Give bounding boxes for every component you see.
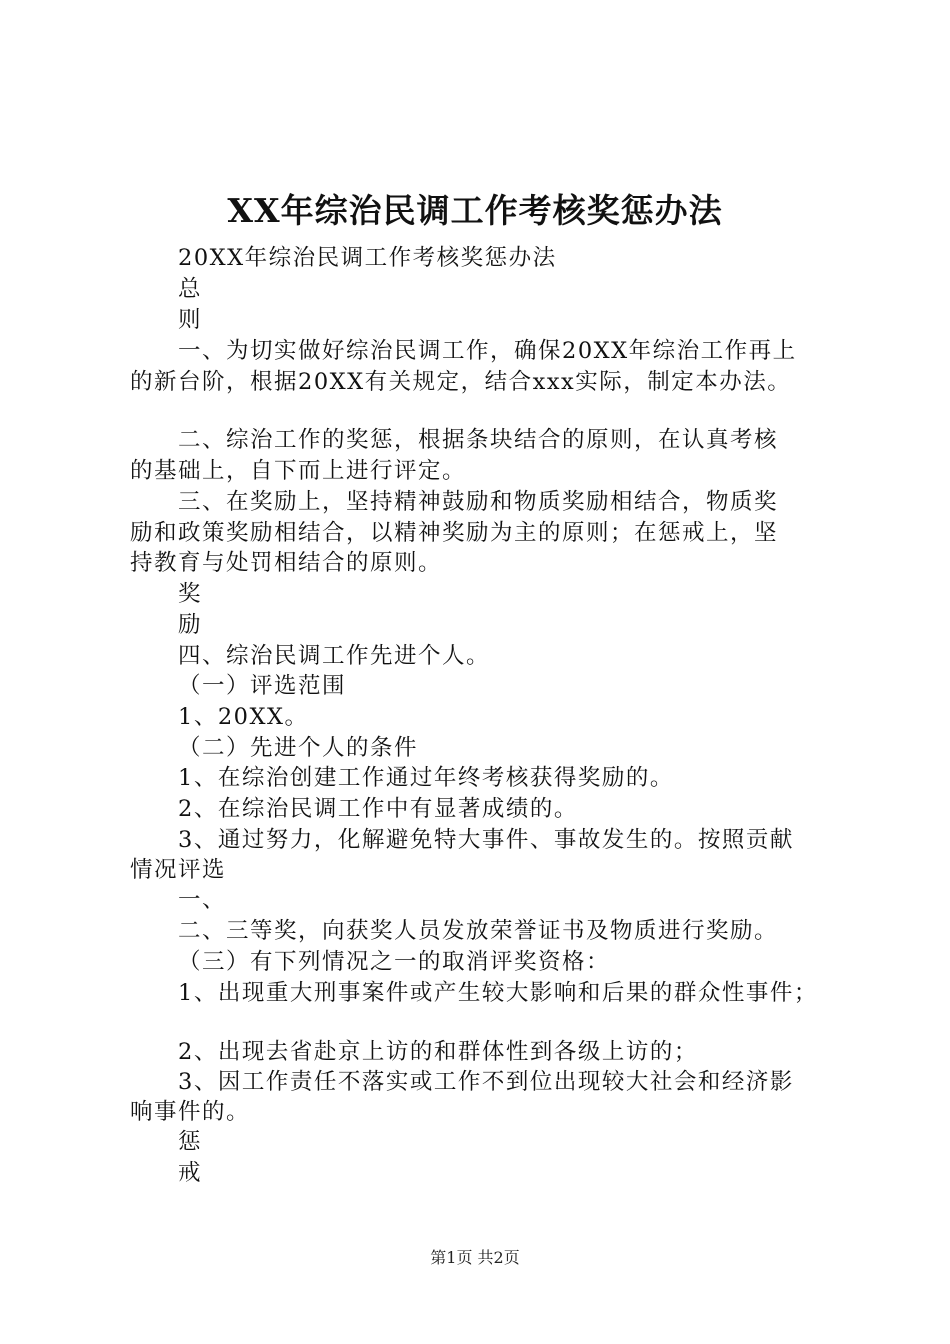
paragraph-line: 一、 xyxy=(178,887,227,913)
paragraph-line: （二）先进个人的条件 xyxy=(178,735,419,761)
paragraph-line: 励和政策奖励相结合，以精神奖励为主的原则；在惩戒上，坚 xyxy=(130,520,779,546)
paragraph-line: （三）有下列情况之一的取消评奖资格： xyxy=(178,949,611,975)
paragraph-line: 1、20XX。 xyxy=(178,704,309,730)
paragraph-line: 情况评选 xyxy=(130,857,227,883)
section-heading-char: 则 xyxy=(178,307,203,333)
paragraph-line: 2、在综治民调工作中有显著成绩的。 xyxy=(178,796,578,822)
paragraph-line: 2、出现去省赴京上访的和群体性到各级上访的； xyxy=(178,1039,698,1065)
section-heading-char: 励 xyxy=(178,612,203,638)
paragraph-line: 3、通过努力，化解避免特大事件、事故发生的。按照贡献 xyxy=(178,827,794,853)
section-heading-char: 奖 xyxy=(178,581,203,607)
paragraph-line: 3、因工作责任不落实或工作不到位出现较大社会和经济影 xyxy=(178,1069,794,1095)
paragraph-line: 的新台阶，根据20XX有关规定，结合xxx实际，制定本办法。 xyxy=(130,369,792,395)
page-number-footer: 第1页 共2页 xyxy=(430,1248,520,1267)
paragraph-line: 的基础上，自下而上进行评定。 xyxy=(130,458,467,484)
paragraph-line: 响事件的。 xyxy=(130,1099,251,1125)
document-title: XX年综治民调工作考核奖惩办法 xyxy=(227,191,723,230)
paragraph-line: 二、三等奖，向获奖人员发放荣誉证书及物质进行奖励。 xyxy=(178,918,779,944)
section-heading-char: 惩 xyxy=(178,1129,203,1155)
paragraph-line: 持教育与处罚相结合的原则。 xyxy=(130,550,443,576)
paragraph-line: （一）评选范围 xyxy=(178,673,347,699)
paragraph-line: 一、为切实做好综治民调工作，确保20XX年综治工作再上 xyxy=(178,338,797,364)
section-heading-char: 总 xyxy=(178,276,203,302)
paragraph-line: 四、综治民调工作先进个人。 xyxy=(178,643,491,669)
paragraph-line: 1、在综治创建工作通过年终考核获得奖励的。 xyxy=(178,765,674,791)
paragraph-line: 1、出现重大刑事案件或产生较大影响和后果的群众性事件； xyxy=(178,980,818,1006)
section-heading-char: 戒 xyxy=(178,1160,203,1186)
subtitle-line: 20XX年综治民调工作考核奖惩办法 xyxy=(178,245,557,271)
paragraph-line: 二、综治工作的奖惩，根据条块结合的原则，在认真考核 xyxy=(178,427,779,453)
paragraph-line: 三、在奖励上，坚持精神鼓励和物质奖励相结合，物质奖 xyxy=(178,489,779,515)
